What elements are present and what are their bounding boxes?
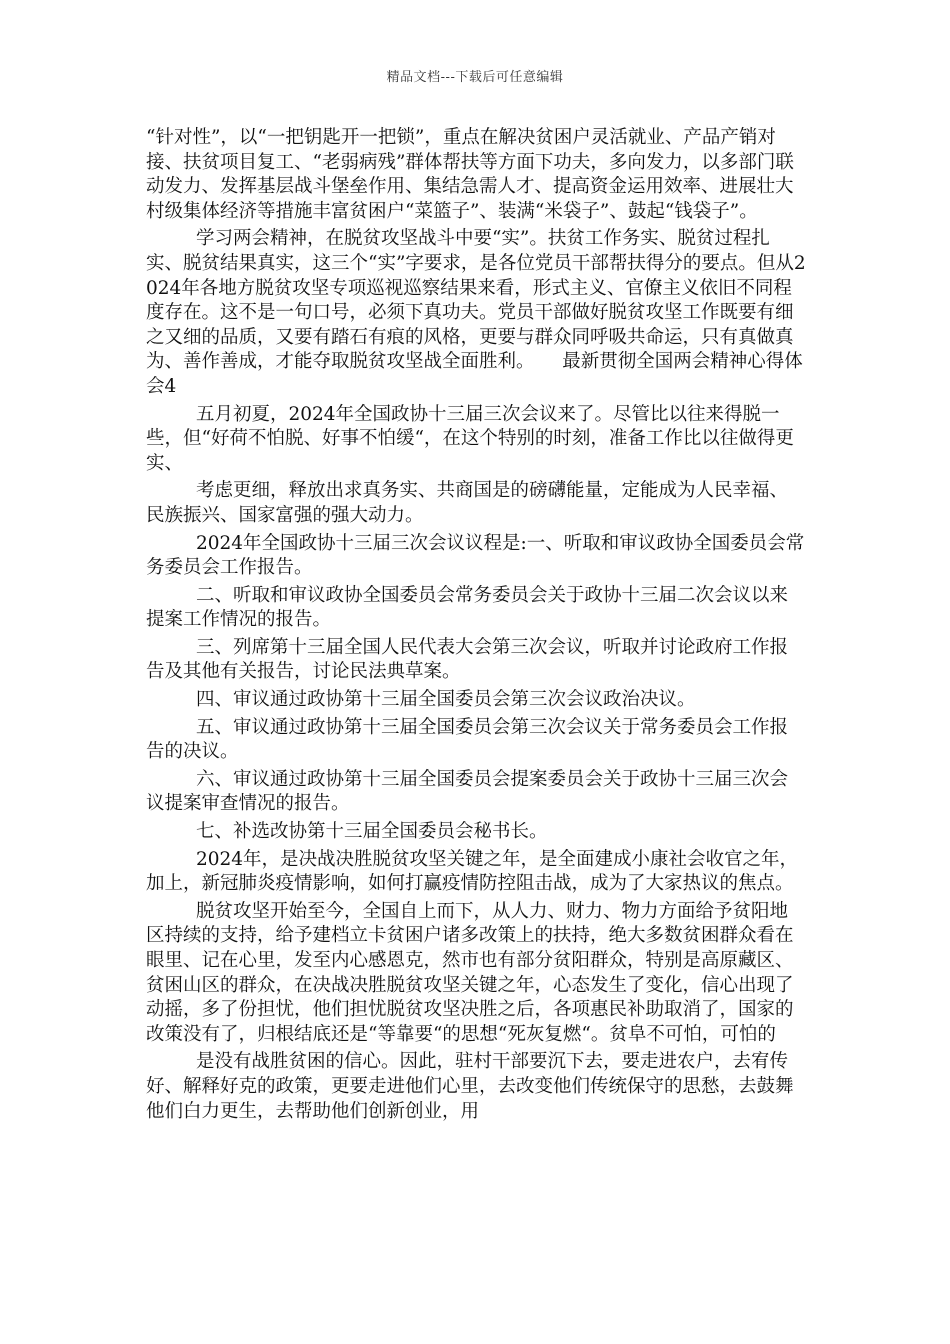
paragraph: 三、列席第十三届全国人民代表大会第三次会议，听取并讨论政府工作报告及其他有关报告，讨论民法典草案。 (146, 636, 788, 683)
paragraph: 2024年全国政协十三届三次会议议程是:一、听取和审议政协全国委员会常务委员会工作报告。 (146, 532, 805, 579)
paragraph: 脱贫攻坚开始至今，全国自上而下，从人力、财力、物力方面给予贫阳地区持续的支持，给予建档立卡贫困户诸多改策上的扶持，绝大多数贫困群众看在眼里、记在心里，发至内心感恩克，然市也有部分贫阳群众，特别是高原藏区、贫困山区的群众，在决战决胜脱贫攻坚关键之年，心态发生了变化，信心出现了动摇，多了份担忧，他们担忧脱贫攻坚决胜之后，各项惠民补助取消了，国家的改策没有了，归根结底还是“等靠要“的思想“死灰复燃“。贫阜不可怕，可怕的 (146, 900, 794, 1045)
paragraph: 二、听取和审议政协全国委员会常务委员会关于政协十三届二次会议以来提案工作情况的报告。 (146, 584, 788, 631)
paragraph: 六、审议通过政协第十三届全国委员会提案委员会关于政协十三届三次会议提案审查情况的报告。 (146, 768, 788, 815)
paragraph: 考虑更细，释放出求真务实、共商国是的磅礴能量，定能成为人民幸福、民族振兴、国家富强的强大动力。 (146, 480, 788, 526)
page-header: 精品文档---下载后可任意编辑 (386, 70, 564, 85)
paragraph: 2024年，是决战决胜脱贫攻坚关键之年，是全面建成小康社会收官之年，加上，新冠肺炎疫情影响，如何打赢疫情防控阻击战，成为了大家热议的焦点。 (146, 848, 799, 895)
paragraph: 五、审议通过政协第十三届全国委员会第三次会议关于常务委员会工作报告的决议。 (146, 716, 788, 763)
paragraph: “针对性”，以“一把钥匙开一把锁”，重点在解决贫困户灵活就业、产品产销对接、扶贫项目复工、“老弱病残”群体帮扶等方面下功夫，多向发力，以多部门联动发力、发挥基层战斗堡垒作用、集结急需人才、提高资金运用效率、进展壮大村级集体经济等措施丰富贫困户“菜篮子”、装满“米袋子”、鼓起“钱袋子”。 (146, 127, 794, 222)
paragraph: 七、补选改协第十三届全国委员会秘书长。 (195, 821, 548, 843)
paragraph: 是没有战胜贫困的信心。因此，驻村干部要沉下去，要走进农户，去宥传好、解释好克的政策，更要走进他们心里，去改变他们传统保守的思愁，去鼓舞他们白力更生，去帮助他们创新创业，用 (146, 1051, 794, 1122)
paragraph: 五月初夏，2024年全国政协十三届三次会议来了。尽管比以往来得脱一些，但“好荷不怕脱、好事不怕缓“，在这个特别的时刻，准备工作比以往做得更实、 (146, 403, 794, 474)
paragraph: 四、审议通过政协第十三届全国委员会第三次会议政治决议。 (195, 689, 696, 711)
document-body (146, 126, 806, 1127)
paragraph: 学习两会精神，在脱贫攻坚战斗中要“实”。扶贫工作务实、脱贫过程扎实、脱贫结果真实，这三个“实”字要求，是各位党员干部帮扶得分的要点。但从2024年各地方脱贫攻坚专项巡视巡察结果来看，形式主义、官僚主义依旧不同程度存在。这不是一句口号，必须下真功夫。党员干部做好脱贫攻坚工作既要有细之又细的品质，又要有踏石有痕的风格，更要与群众同呼吸共命运，只有真做真为、善作善成，才能夺取脱贫攻坚战全面胜利。 最新贯彻全国两会精神心得体会4 (146, 228, 806, 397)
